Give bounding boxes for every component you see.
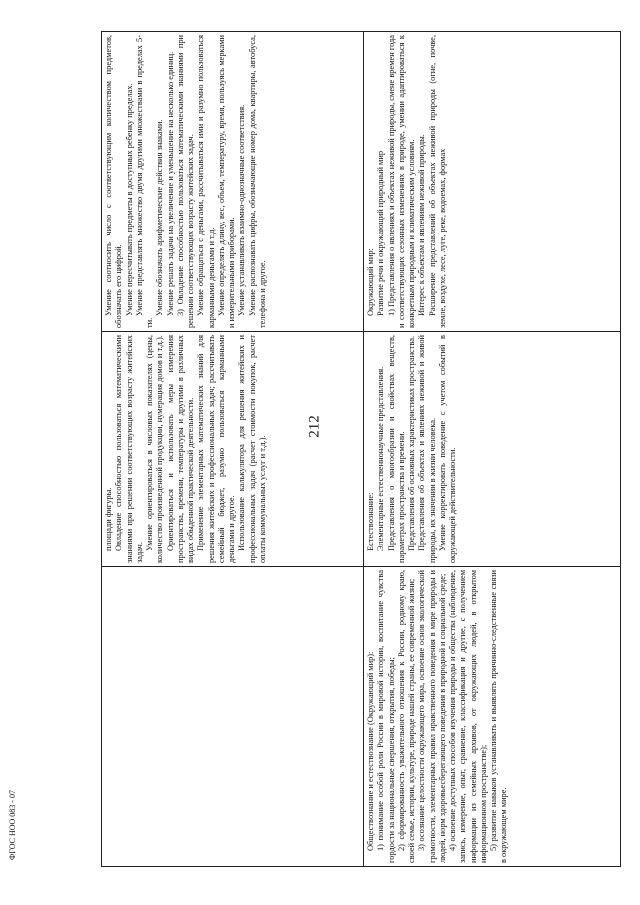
cell-requirements-option-1 [102, 32, 364, 332]
cell-paragraph: 4) освоение доступных способов изучения природы и общества (наблюдение, запись, измерение, опыт, сравнение, классификация и другие, с получением информации из семейных архивов, от окружающих людей, в открытом информационном пространстве); [448, 570, 488, 863]
rotated-sheet [101, 32, 621, 867]
cell-paragraph: 2) сформированность уважительного отношения к России, родному краю, своей семье, истории, культуре, природе нашей страны, ее современной жизни; [396, 570, 416, 863]
cell-paragraph: Умение ориентироваться в числовых показателях (цены, количество произведенной продукции, нумерация домов и т.д.). [145, 335, 165, 563]
cell-paragraph: Умение решать задачи на увеличение и уменьшение на несколько единиц. [165, 51, 175, 316]
page-number: 212 [306, 415, 323, 438]
table-row [102, 32, 364, 867]
curriculum-table [101, 31, 621, 867]
cell-paragraph: Окружающий мир: [366, 248, 375, 316]
cell-surrounding-world [364, 32, 621, 332]
cell-paragraph: Умение обозначать арифметические действия знаками. [155, 119, 165, 316]
cell-requirements-common [102, 567, 364, 867]
cell-natural-science [364, 332, 621, 567]
cell-paragraph: Естествознание: [366, 492, 375, 551]
cell-paragraph: Ориентироваться и использовать меры измерения пространства, времени, температуры и другими в различных видах обыденной практической деятельности. [165, 335, 195, 563]
cell-paragraph: Умение пересчитывать предметы в доступных ребенку пределах. [124, 83, 134, 316]
cell-paragraph: Овладение способностью пользоваться математическими знаниями при решении соответствующих возрасту житейских задач. [114, 335, 144, 563]
cell-paragraph: 3) Овладение способностью пользоваться математическими знаниями при решении соответствующих возрасту житейских задач. [175, 35, 195, 328]
cell-paragraph: 5) развитие навыков устанавливать и выявлять причинно-следственные связи в окружающем мире. [489, 570, 509, 863]
cell-paragraph: Умение соотносить число с соответствующим количеством предметов, обозначать его цифрой. [104, 35, 124, 328]
cell-paragraph: площади фигуры. [104, 487, 113, 551]
cell-paragraph: Представления об объектах и явлениях неживой и живой природы, их значении в жизни человека. [417, 335, 437, 563]
footer-code: ФГОС НОО 083 - 07 [8, 790, 17, 860]
cell-paragraph: Элементарные естественнонаучные представления. [376, 366, 386, 551]
cell-paragraph: Обществознание и естествознание (Окружающий мир): [366, 651, 375, 851]
cell-paragraph: 1) Представления о явлениях и объектах неживой природы, смене времен года и соответствующих сезонных изменениях в природе, умении адаптироваться к конкретным природным и климатическим условиям. [386, 35, 416, 328]
cell-paragraph: Умение корректировать поведение с учетом событий в окружающей действительности. [437, 335, 457, 563]
cell-paragraph: 3) осознание целостности окружающего мира, освоение основ экологической грамотности, элементарных правил нравственного поведения в мире природы и людей, норм здоровьесберегающего поведения в природной и социальной среде; [417, 570, 447, 863]
table-row [364, 32, 621, 867]
cell-paragraph: 1) понимание особой роли России в мировой истории, воспитание чувства гордости за национальные свершения, открытия, победы; [376, 570, 396, 863]
cell-paragraph: Развитие речи и окружающий природный мир [376, 150, 386, 316]
cell-requirements-option-2 [102, 332, 364, 567]
cell-paragraph: Интерес к объектам и явлениям неживой природы. [417, 134, 427, 316]
cell-paragraph: Умение распознавать цифры, обозначающие номер дома, квартиры, автобуса, телефона и другое. [247, 35, 267, 328]
cell-paragraph: Умение обращаться с деньгами, рассчитываться ими и разумно пользоваться карманными деньгами и т.д. [196, 35, 216, 328]
cell-paragraph: Умение устанавливать взаимно-однозначные соответствия. [237, 104, 247, 316]
cell-nature-society-standard [364, 567, 621, 867]
cell-paragraph: Расширение представлений об объектах неживой природы (огне, почве, земле, воздухе, лесе, луге, реке, водоемах, формах [427, 35, 447, 328]
cell-paragraph: Представления о многообразии и свойствах веществ, параметрах пространства и времени. [386, 335, 406, 563]
cell-paragraph: Применение элементарных математических знаний для решения житейских и профессиональных задач; рассчитывать семейный бюджет, разумно пользоваться карманными деньгами и другое. [196, 335, 236, 563]
cell-paragraph: Умение представлять множество двумя другими множествами в пределах 5-ти. [134, 35, 154, 328]
cell-paragraph: Умение определять длину, вес, объем, температуру, время, пользуясь мерками и измерительными приборами. [216, 35, 236, 328]
cell-paragraph: Представления об основных характеристиках пространства. [407, 335, 416, 551]
cell-paragraph: Использование калькулятора для решения житейских и профессиональных задач (расчет стоимости покупок, расчет оплаты коммунальных услуг и т.д.). [237, 335, 267, 563]
